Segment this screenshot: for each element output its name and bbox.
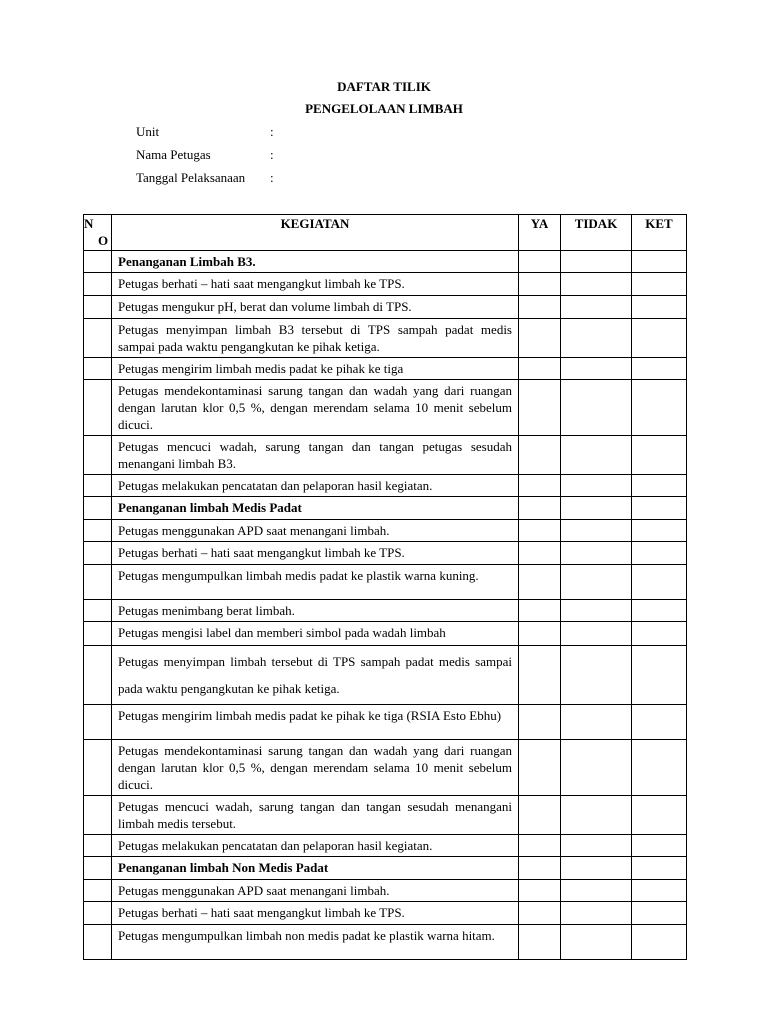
cell-no — [84, 436, 112, 475]
cell-ket[interactable] — [632, 565, 687, 600]
cell-tidak[interactable] — [561, 646, 632, 705]
cell-no — [84, 380, 112, 436]
header-kegiatan: KEGIATAN — [112, 215, 519, 251]
cell-kegiatan: Petugas menyimpan limbah B3 tersebut di TPS sampah padat medis sampai pada waktu pengangkutan ke pihak ketiga. — [112, 319, 519, 358]
cell-kegiatan: Petugas berhati – hati saat mengangkut limbah ke TPS. — [112, 542, 519, 565]
header-no-bottom: O — [98, 233, 109, 248]
table-row — [84, 497, 687, 520]
table-row — [84, 796, 687, 835]
cell-kegiatan: Petugas mencuci wadah, sarung tangan dan tangan sesudah menangani limbah medis tersebut. — [112, 796, 519, 835]
cell-no — [84, 520, 112, 542]
cell-tidak[interactable] — [561, 380, 632, 436]
cell-ya[interactable] — [519, 296, 561, 319]
cell-kegiatan: Petugas menggunakan APD saat menangani limbah. — [112, 520, 519, 542]
cell-no — [84, 740, 112, 796]
cell-no — [84, 565, 112, 600]
cell-kegiatan: Petugas mengumpulkan limbah non medis padat ke plastik warna hitam. — [112, 925, 519, 960]
cell-ket[interactable] — [632, 925, 687, 960]
cell-ya[interactable] — [519, 358, 561, 380]
cell-kegiatan: Petugas mengumpulkan limbah medis padat ke plastik warna kuning. — [112, 565, 519, 600]
cell-ket[interactable] — [632, 902, 687, 925]
cell-no — [84, 542, 112, 565]
cell-no — [84, 925, 112, 960]
cell-tidak[interactable] — [561, 705, 632, 740]
cell-tidak[interactable] — [561, 296, 632, 319]
cell-ket[interactable] — [632, 857, 687, 880]
cell-kegiatan: Penanganan Limbah B3. — [112, 251, 519, 273]
field-nama-petugas-value: : — [270, 147, 274, 162]
table-row — [84, 358, 687, 380]
field-unit-label: Unit — [136, 124, 160, 139]
cell-ket[interactable] — [632, 705, 687, 740]
cell-tidak[interactable] — [561, 925, 632, 960]
cell-ya[interactable] — [519, 319, 561, 358]
cell-ya[interactable] — [519, 542, 561, 565]
cell-kegiatan: Petugas menimbang berat limbah. — [112, 600, 519, 622]
cell-ket[interactable] — [632, 542, 687, 565]
cell-no — [84, 622, 112, 646]
table-row — [84, 565, 687, 600]
document-subtitle: PENGELOLAAN LIMBAH — [305, 101, 463, 116]
cell-ya[interactable] — [519, 497, 561, 520]
cell-tidak[interactable] — [561, 520, 632, 542]
table-row — [84, 622, 687, 646]
cell-ya[interactable] — [519, 565, 561, 600]
cell-tidak[interactable] — [561, 319, 632, 358]
cell-tidak[interactable] — [561, 880, 632, 902]
cell-tidak[interactable] — [561, 902, 632, 925]
cell-ket[interactable] — [632, 622, 687, 646]
cell-ya[interactable] — [519, 436, 561, 475]
cell-ket[interactable] — [632, 835, 687, 857]
cell-no — [84, 880, 112, 902]
cell-tidak[interactable] — [561, 358, 632, 380]
cell-no — [84, 705, 112, 740]
cell-kegiatan: Petugas mencuci wadah, sarung tangan dan tangan petugas sesudah menangani limbah B3. — [112, 436, 519, 475]
field-tanggal-label: Tanggal Pelaksanaan — [136, 170, 246, 185]
cell-no — [84, 358, 112, 380]
field-tanggal-value: : — [270, 170, 274, 185]
cell-ya[interactable] — [519, 705, 561, 740]
table-row — [84, 880, 687, 902]
cell-no — [84, 296, 112, 319]
cell-tidak[interactable] — [561, 436, 632, 475]
cell-tidak[interactable] — [561, 740, 632, 796]
cell-no — [84, 475, 112, 497]
cell-tidak[interactable] — [561, 475, 632, 497]
cell-kegiatan: Petugas menyimpan limbah tersebut di TPS sampah padat medis sampai pada waktu pengangkutan ke pihak ketiga. — [112, 646, 519, 705]
cell-ket[interactable] — [632, 251, 687, 273]
field-unit — [136, 124, 274, 140]
checklist-table — [83, 214, 687, 960]
cell-tidak[interactable] — [561, 622, 632, 646]
cell-tidak[interactable] — [561, 857, 632, 880]
cell-ket[interactable] — [632, 646, 687, 705]
cell-ya[interactable] — [519, 740, 561, 796]
table-row — [84, 542, 687, 565]
table-row — [84, 251, 687, 273]
table-row — [84, 319, 687, 358]
cell-kegiatan: Petugas berhati – hati saat mengangkut limbah ke TPS. — [112, 273, 519, 296]
cell-no — [84, 497, 112, 520]
table-row — [84, 436, 687, 475]
table-row — [84, 835, 687, 857]
cell-ket[interactable] — [632, 273, 687, 296]
cell-tidak[interactable] — [561, 273, 632, 296]
cell-ya[interactable] — [519, 880, 561, 902]
cell-ya[interactable] — [519, 902, 561, 925]
cell-kegiatan: Petugas berhati – hati saat mengangkut limbah ke TPS. — [112, 902, 519, 925]
cell-tidak[interactable] — [561, 796, 632, 835]
cell-ket[interactable] — [632, 497, 687, 520]
cell-kegiatan: Petugas mendekontaminasi sarung tangan dan wadah yang dari ruangan dengan larutan klor 0,5 %, dengan merendam selama 10 menit sebelum dicuci. — [112, 380, 519, 436]
cell-kegiatan: Petugas mengirim limbah medis padat ke pihak ke tiga (RSIA Esto Ebhu) — [112, 705, 519, 740]
cell-ket[interactable] — [632, 600, 687, 622]
cell-ket[interactable] — [632, 796, 687, 835]
header-tidak: TIDAK — [561, 215, 632, 251]
table-row — [84, 600, 687, 622]
cell-kegiatan: Penanganan limbah Non Medis Padat — [112, 857, 519, 880]
table-row — [84, 857, 687, 880]
field-nama-petugas-label: Nama Petugas — [136, 147, 211, 162]
cell-ya[interactable] — [519, 520, 561, 542]
cell-ya[interactable] — [519, 835, 561, 857]
table-row — [84, 740, 687, 796]
table-row — [84, 475, 687, 497]
table-row — [84, 520, 687, 542]
cell-kegiatan: Petugas mengirim limbah medis padat ke pihak ke tiga — [112, 358, 519, 380]
cell-ya[interactable] — [519, 646, 561, 705]
cell-no — [84, 857, 112, 880]
cell-ket[interactable] — [632, 358, 687, 380]
cell-tidak[interactable] — [561, 600, 632, 622]
table-row — [84, 925, 687, 960]
cell-ya[interactable] — [519, 380, 561, 436]
cell-ya[interactable] — [519, 857, 561, 880]
cell-kegiatan: Petugas melakukan pencatatan dan pelaporan hasil kegiatan. — [112, 475, 519, 497]
cell-no — [84, 796, 112, 835]
cell-no — [84, 273, 112, 296]
cell-ya[interactable] — [519, 273, 561, 296]
cell-ket[interactable] — [632, 740, 687, 796]
table-row — [84, 902, 687, 925]
cell-ya[interactable] — [519, 796, 561, 835]
cell-no — [84, 600, 112, 622]
cell-ket[interactable] — [632, 319, 687, 358]
cell-ya[interactable] — [519, 600, 561, 622]
cell-ya[interactable] — [519, 475, 561, 497]
field-tanggal — [136, 170, 274, 186]
cell-ket[interactable] — [632, 436, 687, 475]
field-nama-petugas — [136, 147, 274, 163]
cell-ya[interactable] — [519, 622, 561, 646]
table-row — [84, 646, 687, 705]
cell-kegiatan: Petugas mendekontaminasi sarung tangan dan wadah yang dari ruangan dengan larutan klor 0,5 %, dengan merendam selama 10 menit sebelum dicuci. — [112, 740, 519, 796]
table-header-row — [84, 215, 687, 251]
table-row — [84, 296, 687, 319]
table-row — [84, 273, 687, 296]
header-no-top: N — [84, 216, 94, 231]
cell-no — [84, 319, 112, 358]
cell-tidak[interactable] — [561, 565, 632, 600]
cell-tidak[interactable] — [561, 835, 632, 857]
cell-no — [84, 902, 112, 925]
cell-ya[interactable] — [519, 925, 561, 960]
cell-kegiatan: Petugas mengisi label dan memberi simbol pada wadah limbah — [112, 622, 519, 646]
cell-ket[interactable] — [632, 880, 687, 902]
header-ket: KET — [632, 215, 687, 251]
document-title: DAFTAR TILIK — [337, 79, 431, 94]
cell-kegiatan: Petugas melakukan pencatatan dan pelaporan hasil kegiatan. — [112, 835, 519, 857]
cell-tidak[interactable] — [561, 497, 632, 520]
table-row — [84, 705, 687, 740]
cell-no — [84, 251, 112, 273]
header-ya: YA — [519, 215, 561, 251]
cell-ket[interactable] — [632, 475, 687, 497]
field-unit-value: : — [270, 124, 274, 139]
cell-ket[interactable] — [632, 296, 687, 319]
cell-kegiatan: Penanganan limbah Medis Padat — [112, 497, 519, 520]
cell-kegiatan: Petugas menggunakan APD saat menangani limbah. — [112, 880, 519, 902]
cell-tidak[interactable] — [561, 251, 632, 273]
cell-no — [84, 646, 112, 705]
cell-ket[interactable] — [632, 520, 687, 542]
header-no — [84, 215, 112, 251]
cell-kegiatan: Petugas mengukur pH, berat dan volume limbah di TPS. — [112, 296, 519, 319]
cell-no — [84, 835, 112, 857]
cell-ket[interactable] — [632, 380, 687, 436]
cell-ya[interactable] — [519, 251, 561, 273]
cell-tidak[interactable] — [561, 542, 632, 565]
table-row — [84, 380, 687, 436]
